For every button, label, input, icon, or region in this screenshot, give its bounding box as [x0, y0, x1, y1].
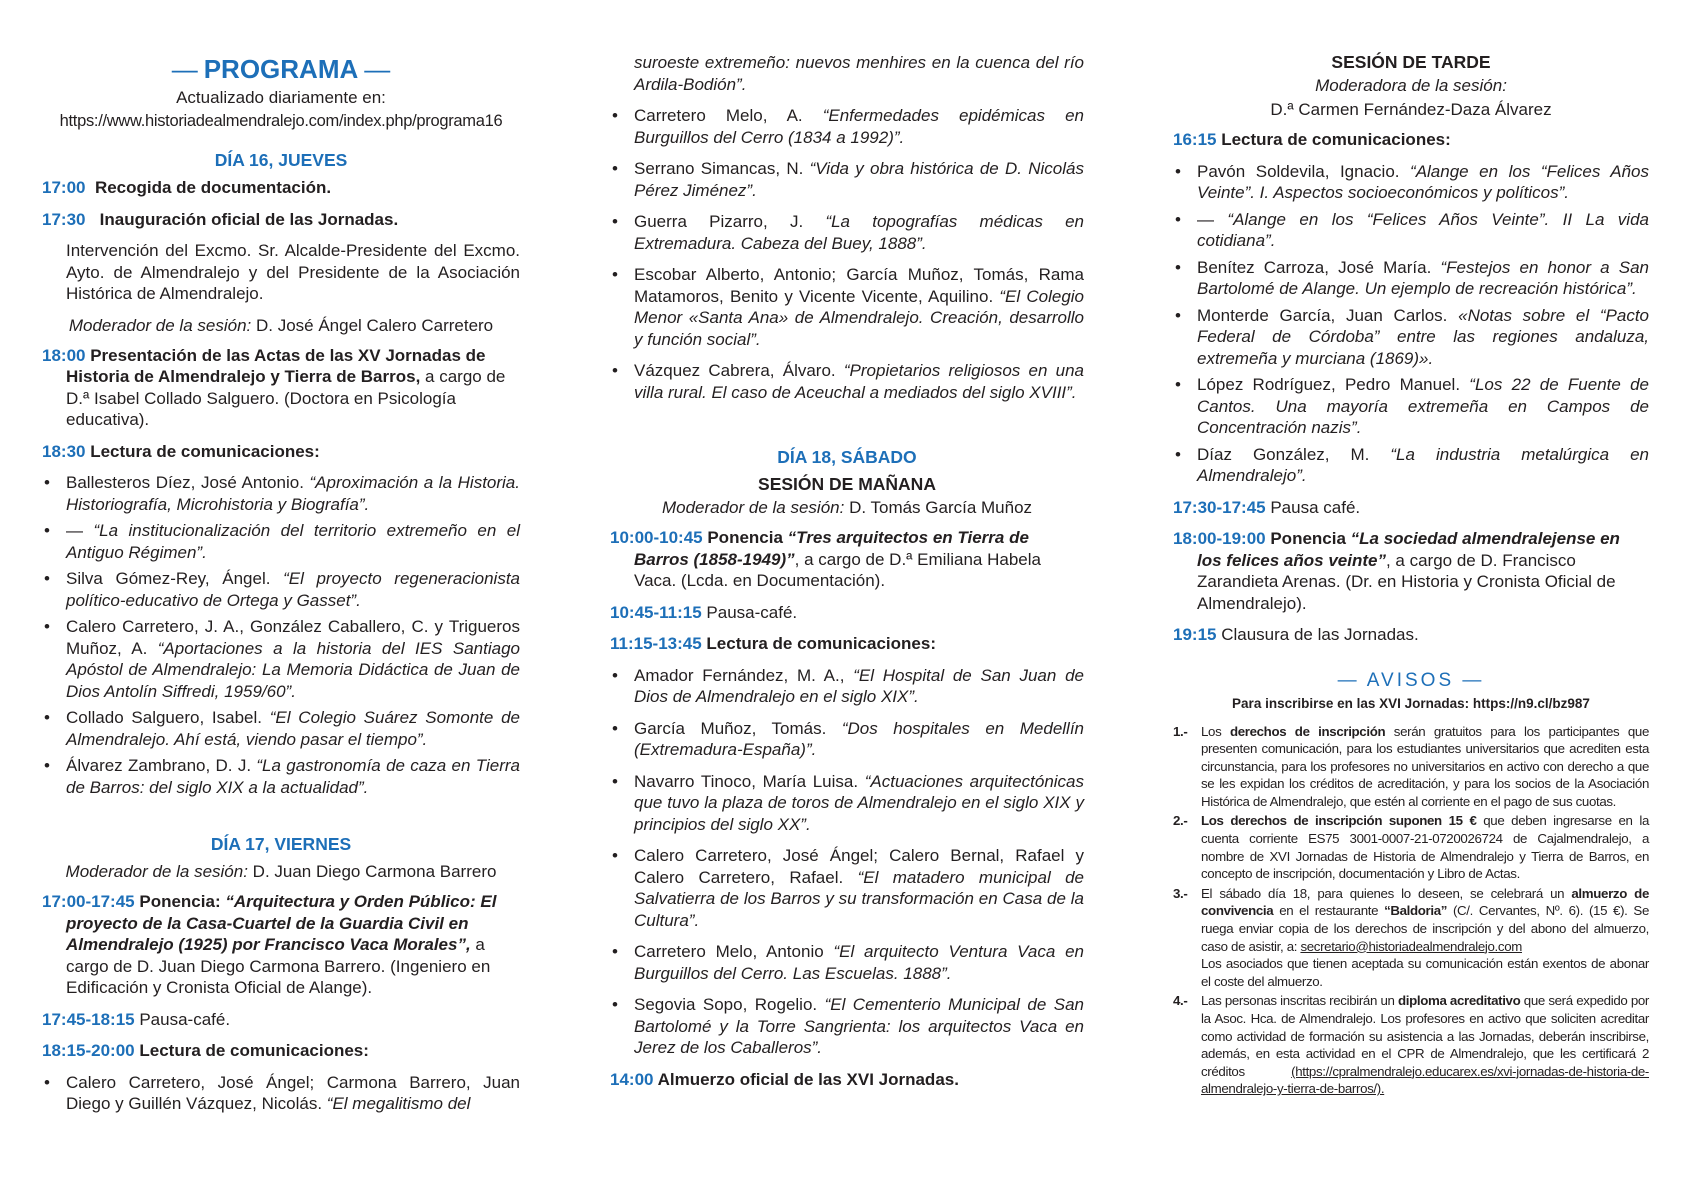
notice-item: 2.- Los derechos de inscripción suponen 15 € que deben ingresarse en la cuenta corriente ES75 3001-0007-21-0720026724 de Cajalmendralejo, a nombre de XVI Jornadas de Historia de Almendralejo y Tierra de Barros, en concepto de inscripción, documentación y Libro de Actas.: [1173, 813, 1650, 882]
communications-list: [42, 1072, 520, 1115]
list-item: • Collado Salguero, Isabel. “El Colegio Suárez Somonte de Almendralejo. Ahí está, viendo pasar el tiempo”.: [42, 707, 520, 750]
list-item: • Carretero Melo, A. “Enfermedades epidémicas en Burguillos del Cerro (1834 a 1992)”.: [610, 105, 1084, 148]
list-item: • Silva Gómez-Rey, Ángel. “El proyecto regeneracionista político-educativo de Ortega y Gasset”.: [42, 568, 520, 611]
list-item: • Pavón Soldevila, Ignacio. “Alange en los “Felices Años Veinte”. I. Aspectos socioeconómicos y políticos”.: [1173, 161, 1649, 204]
list-item: • Amador Fernández, M. A., “El Hospital de San Juan de Dios de Almendralejo en el siglo XIX”.: [610, 665, 1084, 708]
list-item: • — “Alange en los “Felices Años Veinte”. II La vida cotidiana”.: [1173, 209, 1649, 252]
list-item: • Escobar Alberto, Antonio; García Muñoz, Tomás, Rama Matamoros, Benito y Vicente Vicente, Aquilino. “El Colegio Menor «Santa Ana» de Almendralejo. Creación, desarrollo y función social”.: [610, 264, 1084, 350]
schedule-entry: 10:45-11:15 Pausa-café.: [610, 602, 798, 622]
list-item: • Guerra Pizarro, J. “La topografías médicas en Extremadura. Cabeza del Buey, 1888”.: [610, 211, 1084, 254]
schedule-entry: 11:15-13:45 Lectura de comunicaciones:: [610, 634, 936, 653]
list-item: • Díaz González, M. “La industria metalúrgica en Almendralejo”.: [1173, 444, 1649, 487]
schedule-entry: 10:00-10:45 Ponencia “Tres arquitectos en Tierra de Barros (1858-1949)”, a cargo de D.ª Emiliana Habela Vaca. (Lcda. en Documentación).: [610, 528, 1041, 590]
day-16-heading: DÍA 16, JUEVES: [214, 150, 348, 170]
schedule-entry: 18:15-20:00 Lectura de comunicaciones:: [42, 1041, 369, 1060]
moderator-line: Moderador de la sesión: D. José Ángel Calero Carretero: [68, 315, 494, 335]
morning-session-heading: SESIÓN DE MAÑANA: [758, 474, 936, 494]
schedule-entry: 17:00 Recogida de documentación.: [42, 178, 332, 197]
list-item-continuation: suroeste extremeño: nuevos menhires en la cuenca del río Ardila-Bodión”.: [634, 53, 1084, 94]
list-item: • Vázquez Cabrera, Álvaro. “Propietarios religiosos en una villa rural. El caso de Aceuchal a mediados del siglo XVIII”.: [610, 360, 1084, 403]
schedule-entry: 18:00-19:00 Ponencia “La sociedad almendralejense en los felices años veinte”, a cargo de D. Francisco Zarandieta Arenas. (Dr. en Historia y Cronista Oficial de Almendralejo).: [1173, 529, 1620, 613]
communications-list: [1173, 161, 1649, 487]
email-link[interactable]: secretario@historiadealmendralejo.com: [1300, 938, 1522, 954]
moderator-label: Moderadora de la sesión:: [1315, 76, 1507, 95]
list-item: • Calero Carretero, José Ángel; Calero Bernal, Rafael y Calero Carretero, Rafael. “El matadero municipal de Salvatierra de los Barros y su transformación en Casa de la Cultura”.: [610, 845, 1084, 931]
list-item: • Ballesteros Díez, José Antonio. “Aproximación a la Historia. Historiografía, Microhistoria y Biografía”.: [42, 472, 520, 515]
schedule-entry: 17:30 Inauguración oficial de las Jornadas.: [42, 209, 399, 229]
schedule-entry: 16:15 Lectura de comunicaciones:: [1173, 130, 1451, 149]
afternoon-session-heading: SESIÓN DE TARDE: [1331, 52, 1491, 72]
moderator-line: Moderador de la sesión: D. Tomás García Muñoz: [661, 498, 1033, 517]
registration-link[interactable]: Para inscribirse en las XVI Jornadas: https://n9.cl/bz987: [1232, 695, 1590, 711]
list-item: • Serrano Simancas, N. “Vida y obra histórica de D. Nicolás Pérez Jiménez”.: [610, 158, 1084, 201]
schedule-entry: 17:00-17:45 Ponencia: “Arquitectura y Orden Público: El proyecto de la Casa-Cuartel de la Guardia Civil en Almendralejo (1925) por Francisco Vaca Morales”, a cargo de D. Juan Diego Carmona Barrero. (Ingeniero en Edificación y Cronista Oficial de Alange).: [42, 892, 497, 997]
notice-item: 1.- Los derechos de inscripción serán gratuitos para los participantes que presenten comunicación, para los estudiantes universitarios que acrediten esta circunstancia, para los profesores no universitarios en activo con derecho a que se les expidan los créditos de acreditación, y para los socios de la Asociación Histórica de Almendralejo, que estén al corriente en el pago de sus cuotas.: [1173, 723, 1649, 809]
list-item: • Calero Carretero, J. A., González Caballero, C. y Trigueros Muñoz, A. “Aportaciones a la historia del IES Santiago Apóstol de Almendralejo: La Memoria Didáctica de Juan de Dios Antolín Siffredi, 1959/60”.: [42, 616, 520, 702]
list-item: • Benítez Carroza, José María. “Festejos en honor a San Bartolomé de Alange. Un ejemplo de recreación histórica”.: [1173, 257, 1649, 300]
intervention-text: Intervención del Excmo. Sr. Alcalde-Presidente del Excmo. Ayto. de Almendralejo y del Presidente de la Asociación Histórica de Almendralejo.: [66, 241, 520, 303]
schedule-entry: 17:45-18:15 Pausa-café.: [42, 1009, 231, 1029]
notice-item: 3.- El sábado día 18, para quienes lo deseen, se celebrará un almuerzo de convivencia en el restaurante “Baldoria” (C/. Cervantes, Nº. 6). (15 €). Se ruega enviar copia de los derechos de inscripción y del abono del almuerzo, caso de asistir, a: secretario@historiadealmendralejo.com Los asociados que tienen aceptada su comunicación están exentos de abonar el coste del almuerzo.: [1173, 885, 1649, 989]
day-17-heading: DÍA 17, VIERNES: [210, 834, 352, 854]
schedule-entry: 14:00 Almuerzo oficial de las XVI Jornadas.: [610, 1069, 959, 1089]
schedule-entry: 18:30 Lectura de comunicaciones:: [42, 441, 320, 461]
list-item: • García Muñoz, Tomás. “Dos hospitales en Medellín (Extremadura-España)”.: [610, 718, 1084, 761]
list-item: • Álvarez Zambrano, D. J. “La gastronomía de caza en Tierra de Barros: del siglo XIX a la actualidad”.: [42, 755, 520, 798]
notice-item: 4.- Las personas inscritas recibirán un diploma acreditativo que será expedido por la Asoc. Hca. de Almendralejo. Los profesores en activo que soliciten acreditar como actividad de formación su asistencia a las Jornadas, deberán inscribirse, además, en esta actividad en el CPR de Almendralejo, que les certificará 2 créditos (https://cpralmendralejo.educarex.es/xvi-jornadas-de-historia-de-almendralejo-y-tierra-de-barros/).: [1173, 993, 1649, 1097]
program-title: — PROGRAMA —: [171, 54, 391, 84]
schedule-entry: 17:30-17:45 Pausa café.: [1173, 497, 1361, 517]
moderator-name: D.ª Carmen Fernández-Daza Álvarez: [1270, 100, 1552, 119]
column-3: [1173, 52, 1649, 1100]
updated-label: Actualizado diariamente en:: [176, 88, 386, 107]
program-url[interactable]: https://www.historiadealmendralejo.com/index.php/programa16: [59, 112, 503, 130]
cpr-link[interactable]: (https://cpralmendralejo.educarex.es/xvi-jornadas-de-historia-de-almendralejo-y-tierra-de-barros/).: [1201, 1063, 1649, 1097]
column-1: [42, 52, 520, 1125]
list-item: • López Rodríguez, Pedro Manuel. “Los 22 de Fuente de Cantos. Una mayoría extremeña en Campos de Concentración nazis”.: [1173, 374, 1649, 439]
list-item: • Navarro Tinoco, María Luisa. “Actuaciones arquitectónicas que tuvo la plaza de toros de Almendralejo en el siglo XIX y principios del siglo XX”.: [610, 771, 1084, 836]
schedule-entry: 19:15 Clausura de las Jornadas.: [1173, 625, 1419, 644]
column-2: [610, 52, 1084, 1100]
communications-list: [610, 52, 1084, 403]
list-item: • — “La institucionalización del territorio extremeño en el Antiguo Régimen”.: [42, 520, 520, 563]
list-item: • Calero Carretero, José Ángel; Carmona Barrero, Juan Diego y Guillén Vázquez, Nicolás. “El megalitismo del: [42, 1072, 520, 1115]
day-18-heading: DÍA 18, SÁBADO: [777, 447, 917, 467]
avisos-heading: — AVISOS —: [1337, 669, 1485, 691]
communications-list: [42, 472, 520, 798]
list-item: • Monterde García, Juan Carlos. «Notas sobre el “Pacto Federal de Córdoba” entre las regiones andaluza, extremeña y murciana (1869)».: [1173, 305, 1649, 370]
moderator-line: Moderador de la sesión: D. Juan Diego Carmona Barrero: [65, 862, 497, 881]
communications-list: [610, 665, 1084, 1059]
list-item: • Segovia Sopo, Rogelio. “El Cementerio Municipal de San Bartolomé y la Torre Sangrienta: los arquitectos Vaca en Jerez de los Caballeros”.: [610, 994, 1084, 1059]
list-item: • Carretero Melo, Antonio “El arquitecto Ventura Vaca en Burguillos del Cerro. Las Escuelas. 1888”.: [610, 941, 1084, 984]
schedule-entry: 18:00 Presentación de las Actas de las XV Jornadas de Historia de Almendralejo y Tierra de Barros, a cargo de D.ª Isabel Collado Salguero. (Doctora en Psicología educativa).: [42, 345, 506, 429]
